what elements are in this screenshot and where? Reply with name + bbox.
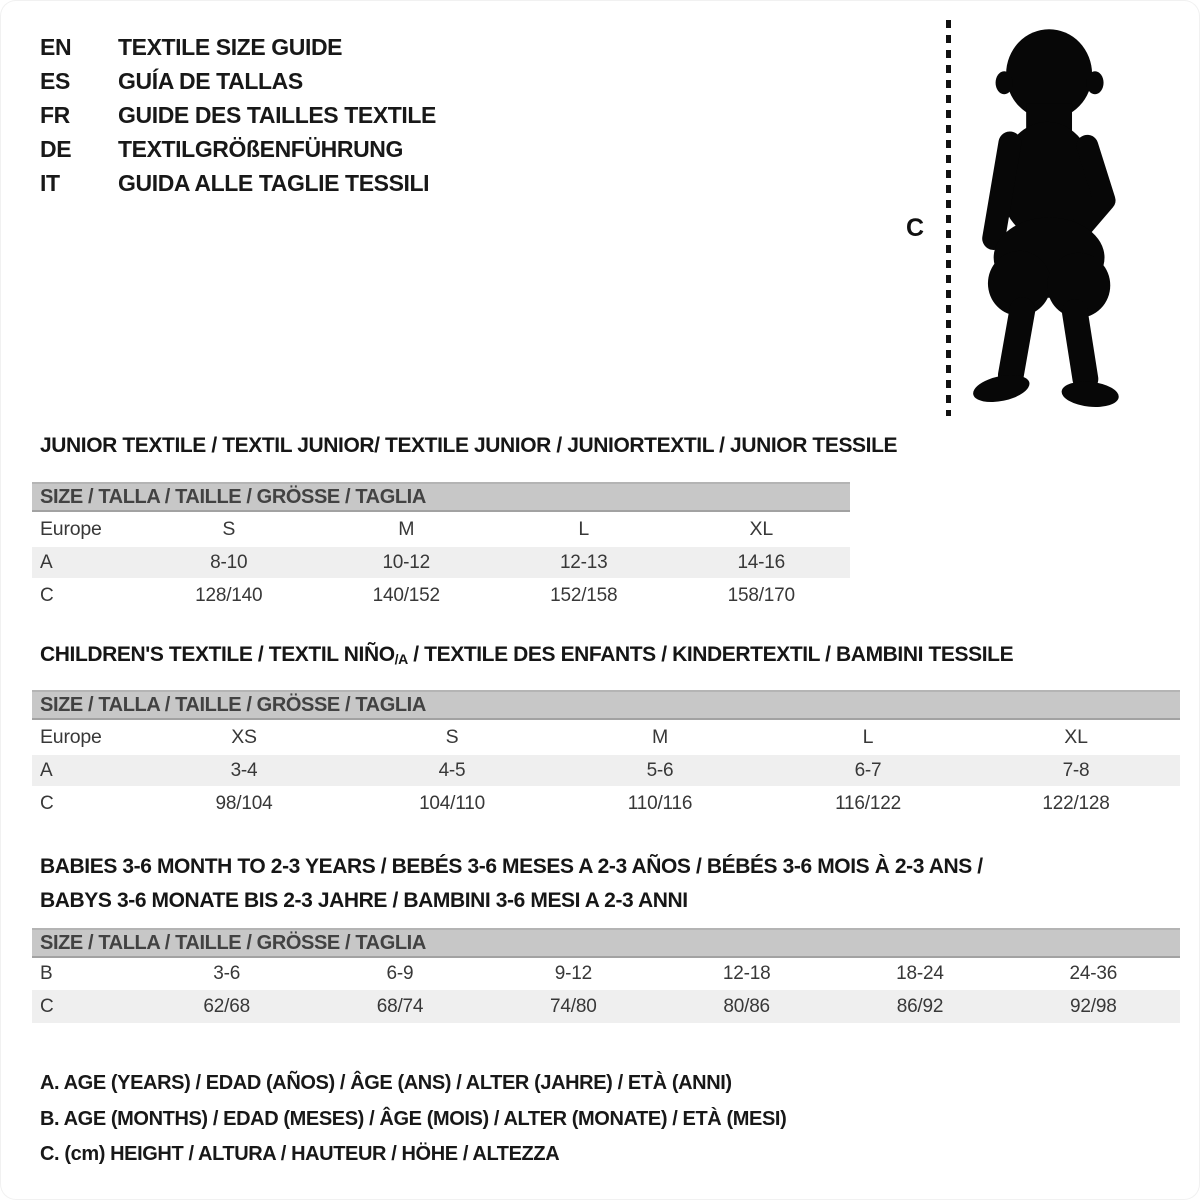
size-cell: 62/68 (203, 995, 250, 1017)
size-cell: 104/110 (419, 793, 485, 814)
table-row-age (32, 755, 1180, 786)
size-cell: 3-6 (213, 963, 241, 984)
row-label: A (40, 551, 53, 573)
size-cell: 24-36 (1069, 963, 1118, 984)
size-cell: M (398, 518, 415, 540)
table-row-age (32, 547, 850, 578)
section-title-children-pre: CHILDREN'S TEXTILE / TEXTIL NIÑO (40, 643, 395, 666)
row-label: Europe (40, 726, 102, 748)
babies-size-table (32, 928, 1180, 1023)
size-cell: 7-8 (1062, 759, 1090, 781)
row-label: C (40, 585, 54, 606)
language-title-list (40, 30, 436, 200)
size-header-band: SIZE / TALLA / TAILLE / GRÖSSE / TAGLIA (32, 482, 850, 512)
language-row (40, 166, 436, 200)
size-cell: 158/170 (727, 585, 795, 606)
size-cell: 10-12 (382, 551, 431, 573)
row-label: C (40, 793, 54, 814)
size-header-band: SIZE / TALLA / TAILLE / GRÖSSE / TAGLIA (32, 690, 1180, 720)
junior-size-table (32, 482, 850, 614)
size-cell: 6-9 (386, 963, 414, 984)
size-cell: 80/86 (723, 995, 770, 1017)
table-row-height (32, 990, 1180, 1023)
language-row (40, 30, 436, 64)
size-cell: 68/74 (376, 995, 424, 1017)
size-cell: XS (231, 726, 257, 748)
table-row-months (32, 958, 1180, 990)
section-title-children-post: / TEXTILE DES ENFANTS / KINDERTEXTIL / BAMBINI TESSILE (407, 643, 1014, 666)
size-cell: 98/104 (215, 793, 273, 814)
size-cell: 12-18 (722, 963, 771, 984)
size-cell: 5-6 (646, 759, 674, 781)
language-row (40, 132, 436, 166)
table-row-europe (32, 512, 850, 547)
language-title: GUIDE DES TAILLES TEXTILE (118, 102, 436, 128)
size-cell: M (651, 726, 669, 748)
size-cell: XL (1064, 726, 1088, 748)
section-title-children (40, 643, 1013, 671)
language-code: ES (40, 68, 70, 94)
size-cell: 92/98 (1070, 995, 1117, 1017)
section-title-babies-line1: BABIES 3-6 MONTH TO 2-3 YEARS / BEBÉS 3-6 MESES A 2-3 AÑOS / BÉBÉS 3-6 MOIS À 2-3 ANS / (40, 855, 983, 878)
language-code: IT (40, 170, 60, 196)
language-title: TEXTILE SIZE GUIDE (118, 34, 343, 60)
row-label: C (40, 995, 54, 1017)
language-code: FR (40, 102, 70, 128)
size-cell: 74/80 (550, 995, 597, 1017)
language-code: EN (40, 34, 72, 60)
section-title-babies (40, 850, 1160, 918)
language-row (40, 98, 436, 132)
language-code: DE (40, 136, 72, 162)
size-cell: XL (749, 518, 773, 540)
size-cell: 122/128 (1042, 793, 1110, 814)
size-cell: 128/140 (195, 585, 263, 606)
size-cell: 4-5 (438, 759, 466, 781)
section-title-children-sub: /A (394, 651, 408, 667)
table-row-height (32, 786, 1180, 822)
dimension-legend (40, 1066, 786, 1173)
section-title-junior: JUNIOR TEXTILE / TEXTIL JUNIOR/ TEXTILE JUNIOR / JUNIORTEXTIL / JUNIOR TESSILE (40, 434, 898, 457)
size-cell: 116/122 (835, 793, 901, 814)
legend-line-a: A. AGE (YEARS) / EDAD (AÑOS) / ÂGE (ANS) / ALTER (JAHRE) / ETÀ (ANNI) (40, 1072, 732, 1094)
height-measure-line (946, 20, 951, 416)
size-cell: 86/92 (896, 995, 944, 1017)
size-cell: 140/152 (372, 585, 440, 606)
row-label: A (40, 759, 53, 781)
size-cell: S (222, 518, 236, 540)
size-cell: 18-24 (896, 963, 944, 984)
children-size-table (32, 690, 1180, 822)
section-title-babies-line2: BABYS 3-6 MONATE BIS 2-3 JAHRE / BAMBINI 3-6 MESI A 2-3 ANNI (40, 889, 688, 912)
size-cell: 8-10 (210, 551, 248, 573)
table-row-height (32, 578, 850, 614)
height-dimension-label: C (906, 214, 925, 242)
size-cell: 14-16 (737, 551, 786, 573)
table-row-europe (32, 720, 1180, 755)
size-cell: L (578, 518, 590, 540)
legend-line-c: C. (cm) HEIGHT / ALTURA / HAUTEUR / HÖHE / ALTEZZA (40, 1143, 560, 1165)
size-cell: L (862, 726, 874, 748)
row-label: B (40, 963, 53, 984)
size-cell: 6-7 (854, 759, 882, 781)
language-title: GUIDA ALLE TAGLIE TESSILI (118, 170, 430, 196)
row-label: Europe (40, 518, 102, 540)
size-cell: 152/158 (550, 585, 618, 606)
legend-line-b: B. AGE (MONTHS) / EDAD (MESES) / ÂGE (MOIS) / ALTER (MONATE) / ETÀ (MESI) (40, 1107, 787, 1130)
language-row (40, 64, 436, 98)
language-title: GUÍA DE TALLAS (118, 68, 303, 94)
language-title: TEXTILGRÖßENFÜHRUNG (118, 136, 403, 162)
size-header-band: SIZE / TALLA / TAILLE / GRÖSSE / TAGLIA (32, 928, 1180, 958)
size-cell: S (445, 726, 459, 748)
size-cell: 3-4 (230, 759, 258, 781)
size-cell: 110/116 (627, 793, 693, 814)
size-cell: 12-13 (559, 551, 608, 573)
size-cell: 9-12 (554, 963, 592, 984)
toddler-silhouette-image (965, 16, 1137, 418)
